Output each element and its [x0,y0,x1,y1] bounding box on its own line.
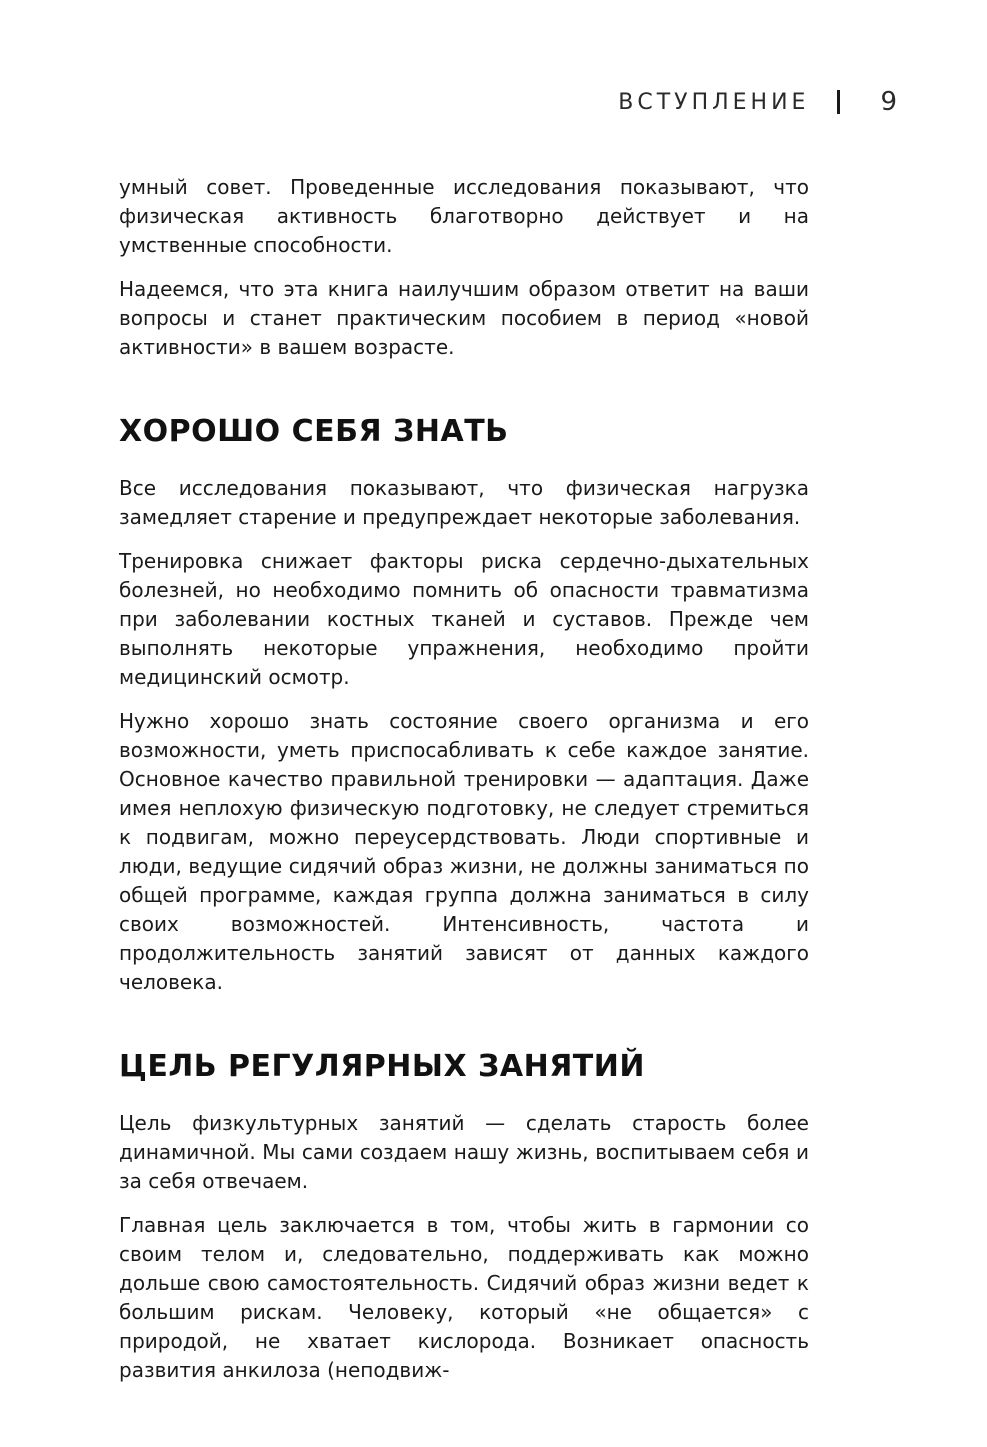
paragraph: Цель физкультурных занятий — сделать старость более динамичной. Мы сами создаем нашу жизнь, воспитываем себя и за себя отвечаем. [119,1111,809,1193]
paragraph: Надеемся, что эта книга наилучшим образом ответит на ваши вопросы и станет практическим пособием в период «новой активности» в вашем возрасте. [119,277,809,359]
paragraph: Нужно хорошо знать состояние своего организма и его возможности, уметь приспосабливать к себе каждое занятие. Основное качество правильной тренировки — адаптация. Даже имея неплохую физическую подготовку, не следует стремиться к подвигам, можно переусердствовать. Люди спортивные и люди, ведущие сидячий образ жизни, не должны заниматься по общей программе, каждая группа должна заниматься в силу своих возможностей. Интенсивность, частота и продолжительность занятий зависят от данных каждого человека. [119,709,809,994]
paragraph: умный совет. Проведенные исследования показывают, что физическая активность благотворно действует и на умственные способности. [119,175,809,257]
page-body [119,173,809,1385]
running-title: ВСТУПЛЕНИЕ [618,89,810,115]
paragraph: Тренировка снижает факторы риска сердечно-дыхательных болезней, но необходимо помнить об опасности травматизма при заболевании костных тканей и суставов. Прежде чем выполнять некоторые упражнения, необходимо пройти медицинский осмотр. [119,549,809,689]
section-heading-regular-exercise-goal: ЦЕЛЬ РЕГУЛЯРНЫХ ЗАНЯТИЙ [119,1049,645,1084]
section-heading-know-yourself: ХОРОШО СЕБЯ ЗНАТЬ [119,414,509,449]
paragraph: Главная цель заключается в том, чтобы жить в гармонии со своим телом и, следовательно, поддерживать как можно дольше свою самостоятельность. Сидячий образ жизни ведет к большим рискам. Человеку, который «не общается» с природой, не хватает кислорода. Возникает опасность развития анкилоза (неподвиж- [119,1213,809,1382]
header-divider [837,90,840,114]
page-number: 9 [880,87,897,117]
running-head [618,84,897,120]
paragraph: Все исследования показывают, что физическая нагрузка замедляет старение и предупреждает некоторые заболевания. [119,476,809,529]
